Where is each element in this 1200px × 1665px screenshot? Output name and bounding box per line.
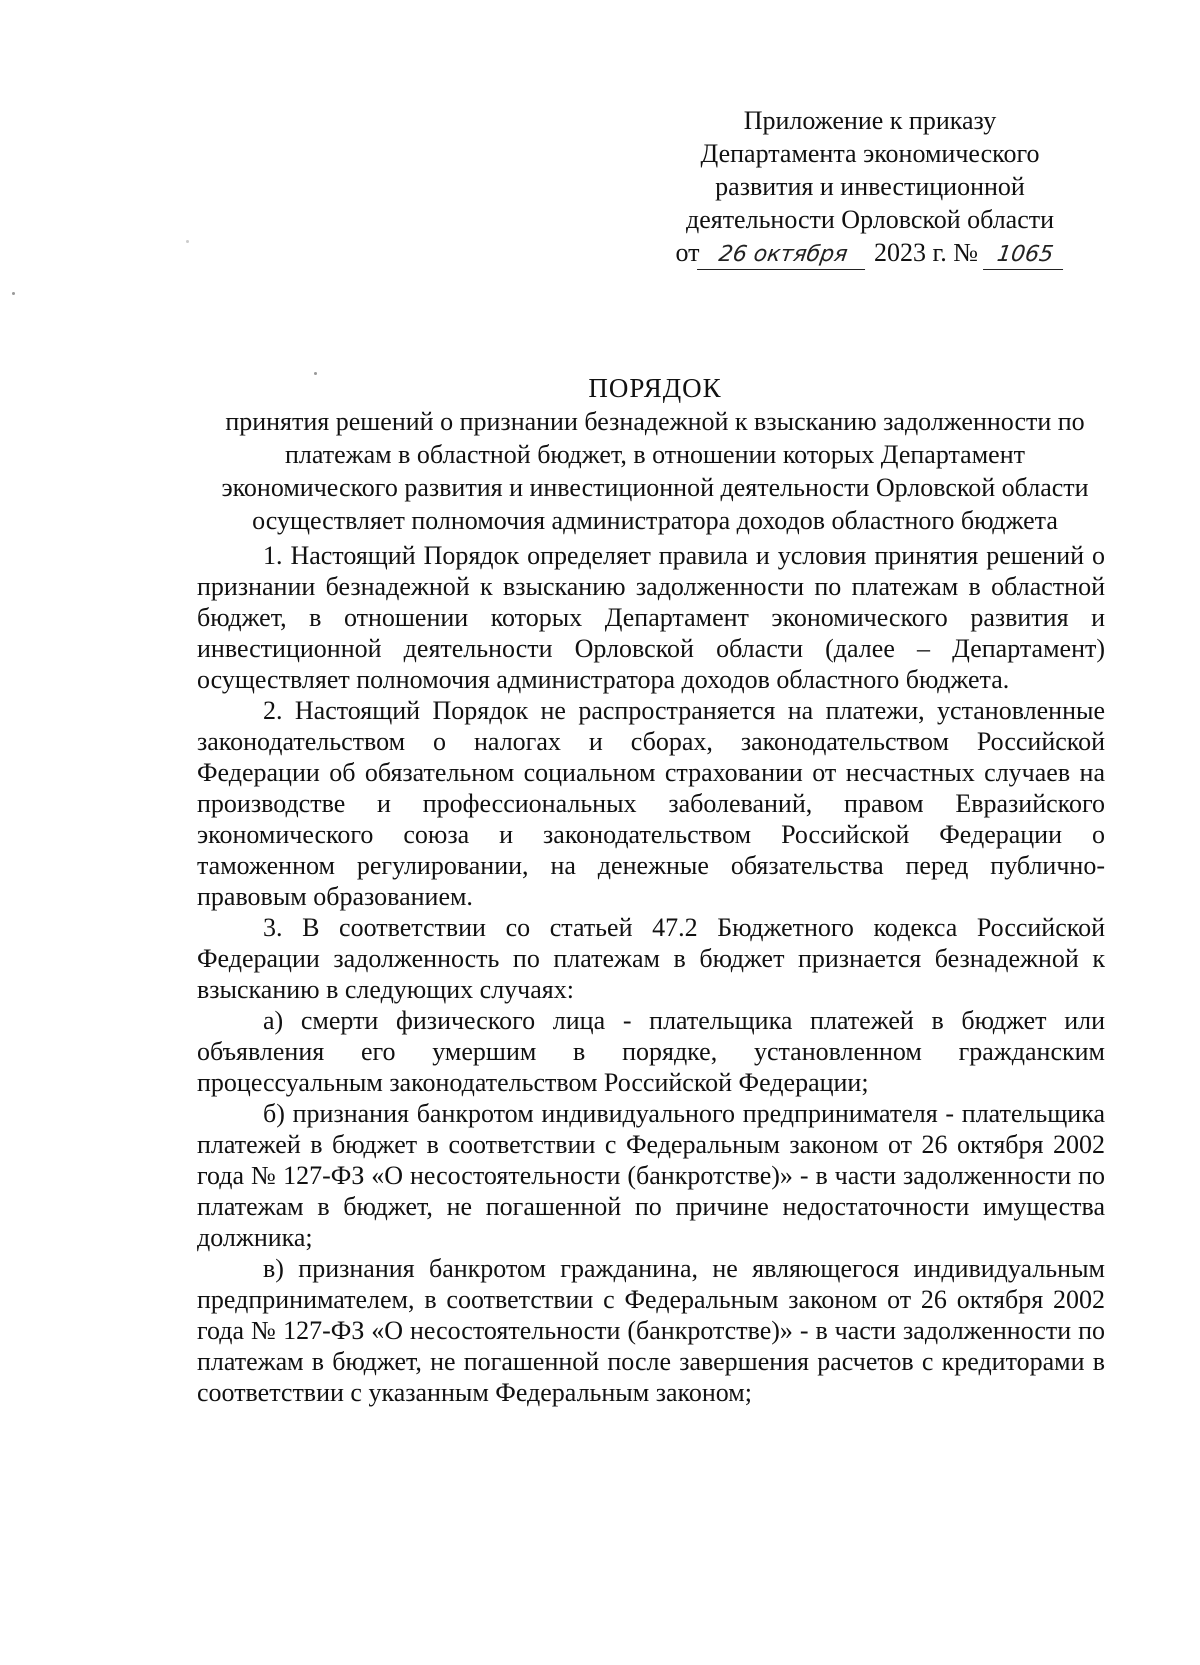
appendix-line-1: Приложение к приказу xyxy=(743,106,997,135)
appendix-line-4: деятельности Орловской области xyxy=(685,205,1055,234)
appendix-line-2: Департамента экономического xyxy=(700,139,1040,168)
appendix-line-3: развития и инвестиционной xyxy=(715,172,1025,201)
appendix-date-line xyxy=(640,236,1100,270)
title-subline-1: принятия решений о признании безнадежной к взысканию задолженности по xyxy=(225,407,1085,436)
date-prefix: от xyxy=(675,238,700,267)
appendix-block xyxy=(640,104,1100,270)
handwritten-order-number: 1065 xyxy=(982,241,1066,270)
paragraph-2: 2. Настоящий Порядок не распространяется на платежи, установленные законодательством о налогах и сборах, законодательством Российской Федерации об обязательном социальном страховании от несчастных случаев на производстве и профессиональных заболеваний, правом Евразийского экономического союза и законодательством Российской Федерации о таможенном регулировании, на денежные обязательства перед публично-правовым образованием. xyxy=(197,696,1105,911)
scan-speck xyxy=(314,372,317,375)
document-body xyxy=(197,540,1105,1408)
paragraph-3: 3. В соответствии со статьей 47.2 Бюджетного кодекса Российской Федерации задолженность по платежам в бюджет признается безнадежной к взысканию в следующих случаях: xyxy=(197,913,1105,1004)
scan-speck xyxy=(12,292,15,295)
paragraph-3a: а) смерти физического лица - плательщика платежей в бюджет или объявления его умершим в порядке, установленном гражданским процессуальным законодательством Российской Федерации; xyxy=(197,1006,1105,1097)
paragraph-1: 1. Настоящий Порядок определяет правила и условия принятия решений о признании безнадежной к взысканию задолженности по платежам в областной бюджет, в отношении которых Департамент экономического развития и инвестиционной деятельности Орловской области (далее – Департамент) осуществляет полномочия администратора доходов областного бюджета. xyxy=(197,541,1105,694)
year-and-number-label: 2023 г. № xyxy=(873,238,979,267)
scan-speck xyxy=(186,240,189,243)
paragraph-3b: б) признания банкротом индивидуального предпринимателя - плательщика платежей в бюджет в соответствии с Федеральным законом от 26 октября 2002 года № 127-ФЗ «О несостоятельности (банкротстве)» - в части задолженности по платежам в бюджет, не погашенной по причине недостаточности имущества должника; xyxy=(197,1099,1105,1252)
document-title: ПОРЯДОК xyxy=(588,373,722,403)
title-subline-2: платежам в областной бюджет, в отношении которых Департамент xyxy=(284,440,1025,469)
title-subline-4: осуществляет полномочия администратора доходов областного бюджета xyxy=(252,506,1058,535)
paragraph-3v: в) признания банкротом гражданина, не являющегося индивидуальным предпринимателем, в соответствии с Федеральным законом от 26 октября 2002 года № 127-ФЗ «О несостоятельности (банкротстве)» - в части задолженности по платежам в бюджет, не погашенной после завершения расчетов с кредиторами в соответствии с указанным Федеральным законом; xyxy=(197,1254,1105,1407)
handwritten-date: 26 октября xyxy=(697,241,869,270)
title-subline-3: экономического развития и инвестиционной деятельности Орловской области xyxy=(221,473,1089,502)
document-title-block xyxy=(150,372,1160,537)
